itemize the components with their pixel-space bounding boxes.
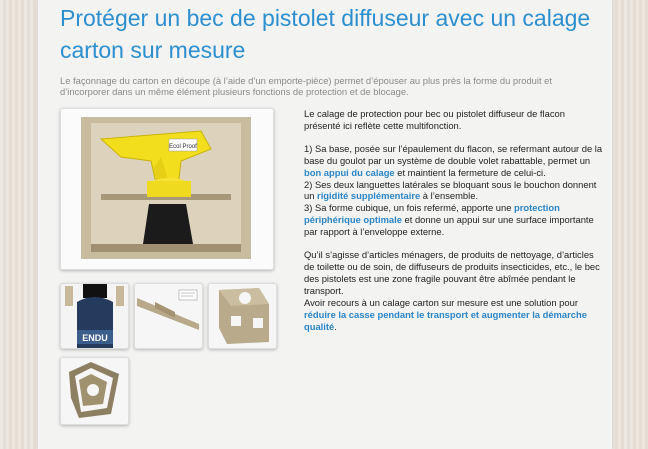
point-1-text: 1) Sa base, posée sur l’épaulement du flacon, se refermant autour de la base du goulot par un système de double volet rabattable, permet un (304, 142, 603, 166)
highlight-protection: protection périphérique optimale (304, 202, 560, 226)
paragraph-conclusion (304, 297, 604, 333)
highlight-rigidite: rigidité supplémentaire (317, 190, 421, 202)
point-1-text-end: et maintient la fermeture de celui-ci. (394, 166, 546, 178)
bottle-image (61, 284, 128, 348)
content-page (38, 0, 612, 449)
paragraph-point-1 (304, 143, 604, 179)
conclusion-text: Avoir recours à un calage carton sur mesure est une solution pour (304, 296, 578, 308)
bottle-label: ENDU (82, 333, 108, 343)
thumbnail-cardboard-cube[interactable] (208, 283, 277, 349)
point-3-text-end: et donne un appui sur une surface importante par rapport à l’enveloppe externe. (304, 214, 594, 238)
paragraph-point-2 (304, 179, 604, 203)
point-3-text: 3) Sa forme cubique, un fois refermé, apporte une (304, 202, 515, 214)
point-2-text: 2) Ses deux languettes latérales se bloquant sous le bouchon donnent un (304, 178, 597, 202)
paragraph-intro: Le calage de protection pour bec ou pistolet diffuseur de flacon présenté ici reflète cette multifonction. (304, 108, 565, 131)
sprayer-label: Ecol Proof (169, 144, 197, 150)
thumbnail-cardboard-flat[interactable] (134, 283, 203, 349)
point-2-text-end: à l’ensemble. (420, 190, 479, 202)
page-title: Protéger un bec de pistolet diffuseur avec un calage carton sur mesure (60, 5, 591, 63)
intro-text: Le façonnage du carton en découpe (à l’aide d’un emporte-pièce) permet d’épouser au plus près la forme du produit et d’incorporer dans un même élément plusieurs fonctions de protection et de blocage. (60, 75, 552, 97)
flat-cardboard-image (135, 284, 202, 348)
thumbnail-bottle[interactable] (60, 283, 129, 349)
spray-nozzle-cardboard-image (61, 109, 273, 269)
paragraph-point-3 (304, 202, 604, 238)
main-product-photo[interactable] (60, 108, 274, 270)
conclusion-text-end: . (334, 320, 337, 332)
open-cardboard-image (61, 358, 128, 424)
description-text (304, 108, 604, 332)
cardboard-cube-image (209, 284, 276, 348)
highlight-appui: bon appui du calage (304, 166, 395, 178)
paragraph-usage: Qu’il s’agisse d’articles ménagers, de produits de nettoyage, d’articles de toilette ou de soin, de diffuseurs de produits insecticides, etc., le bec des pistolets est une zone fragile pouvant être abîmée pendant le transport. (304, 249, 600, 296)
highlight-casse: réduire la casse pendant le transport et augmenter la démarche qualité (304, 308, 587, 332)
thumbnail-cardboard-open[interactable] (60, 357, 129, 425)
